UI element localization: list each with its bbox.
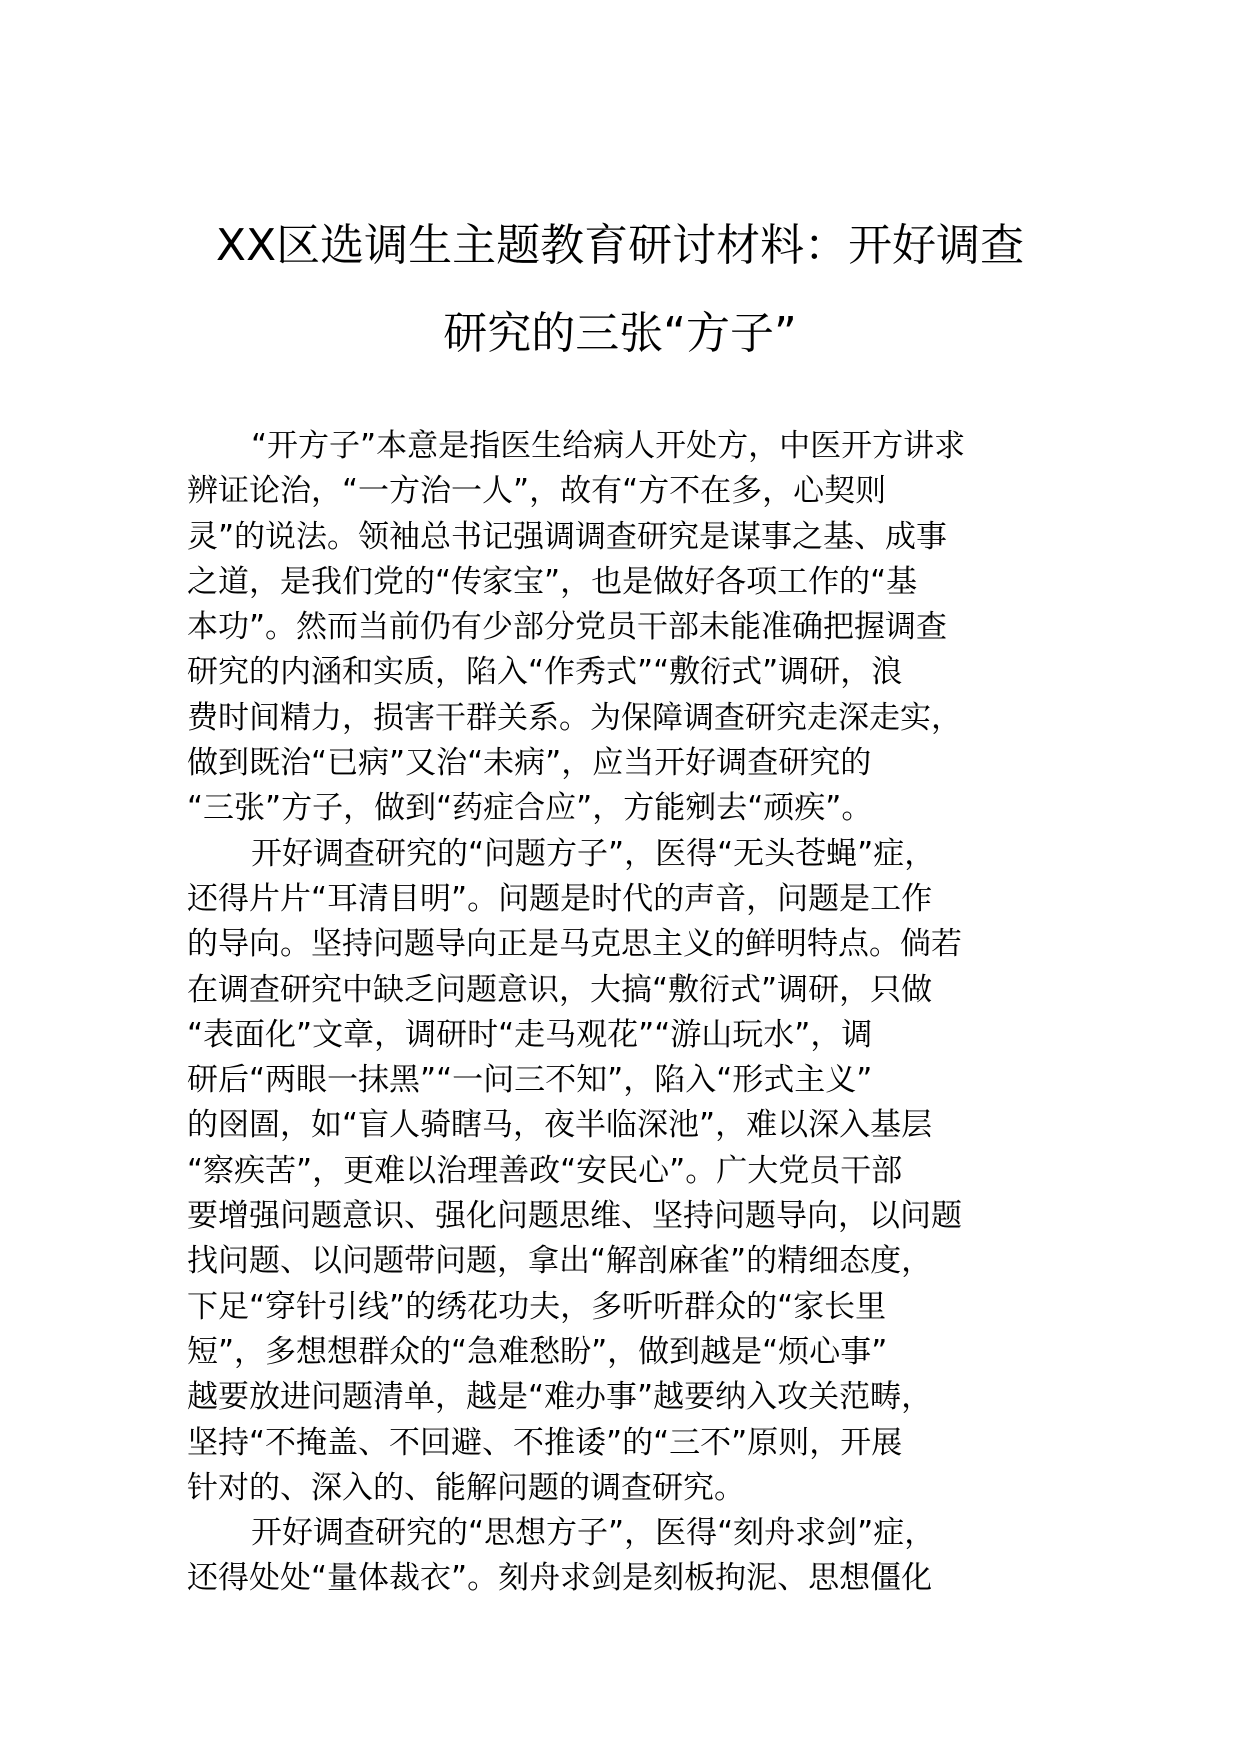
body-line: 越要放进问题清单，越是“难办事”越要纳入攻关范畴，: [187, 1379, 933, 1416]
body-line: 在调查研究中缺乏问题意识，大搞“敷衍式”调研，只做: [187, 971, 933, 1008]
body-line: 针对的、深入的、能解问题的调查研究。: [187, 1469, 745, 1506]
body-line: 找问题、以问题带问题，拿出“解剖麻雀”的精细态度，: [187, 1243, 933, 1280]
body-line: 开好调查研究的“思想方子”，医得“刻舟求剑”症，: [251, 1515, 936, 1552]
body-line: 坚持“不掩盖、不回避、不推诿”的“三不”原则，开展: [187, 1424, 903, 1461]
body-line: 费时间精力，损害干群关系。为保障调查研究走深走实，: [187, 699, 962, 736]
body-line: 之道，是我们党的“传家宝”，也是做好各项工作的“基: [187, 563, 918, 600]
body-line: 还得处处“量体裁衣”。刻舟求剑是刻板拘泥、思想僵化: [187, 1560, 933, 1597]
body-line: “察疾苦”，更难以治理善政“安民心”。广大党员干部: [187, 1152, 903, 1189]
body-line: 还得片片“耳清目明”。问题是时代的声音，问题是工作: [187, 880, 933, 917]
body-line: “三张”方子，做到“药症合应”，方能剜去“顽疾”。: [187, 790, 873, 827]
body-line: “表面化”文章，调研时“走马观花”“游山玩水”，调: [187, 1016, 873, 1053]
body-line: 辨证论治，“一方治一人”，故有“方不在多，心契则: [187, 473, 887, 510]
body-line: 做到既治“已病”又治“未病”，应当开好调查研究的: [187, 745, 872, 782]
body-line: 的导向。坚持问题导向正是马克思主义的鲜明特点。倘若: [187, 926, 962, 963]
document-title-line-1: XX区选调生主题教育研讨材料：开好调查: [215, 220, 1025, 271]
body-line: 的囹圄，如“盲人骑瞎马，夜半临深池”，难以深入基层: [187, 1107, 933, 1144]
body-line: 下足“穿针引线”的绣花功夫，多听听群众的“家长里: [187, 1288, 887, 1325]
body-line: 开好调查研究的“问题方子”，医得“无头苍蝇”症，: [251, 835, 936, 872]
body-line: 研究的内涵和实质，陷入“作秀式”“敷衍式”调研，浪: [187, 654, 903, 691]
body-line: “开方子”本意是指医生给病人开处方，中医开方讲求: [251, 428, 966, 464]
body-line: 本功”。然而当前仍有少部分党员干部未能准确把握调查: [187, 609, 948, 646]
document-title-line-2: 研究的三张“方子”: [443, 308, 797, 359]
body-line: 灵”的说法。领袖总书记强调调查研究是谋事之基、成事: [187, 518, 948, 555]
body-line: 短”，多想想群众的“急难愁盼”，做到越是“烦心事”: [187, 1333, 888, 1370]
body-line: 研后“两眼一抹黑”“一问三不知”，陷入“形式主义”: [187, 1062, 873, 1099]
document-body: [187, 424, 1067, 1602]
body-line: 要增强问题意识、强化问题思维、坚持问题导向，以问题: [187, 1198, 962, 1235]
